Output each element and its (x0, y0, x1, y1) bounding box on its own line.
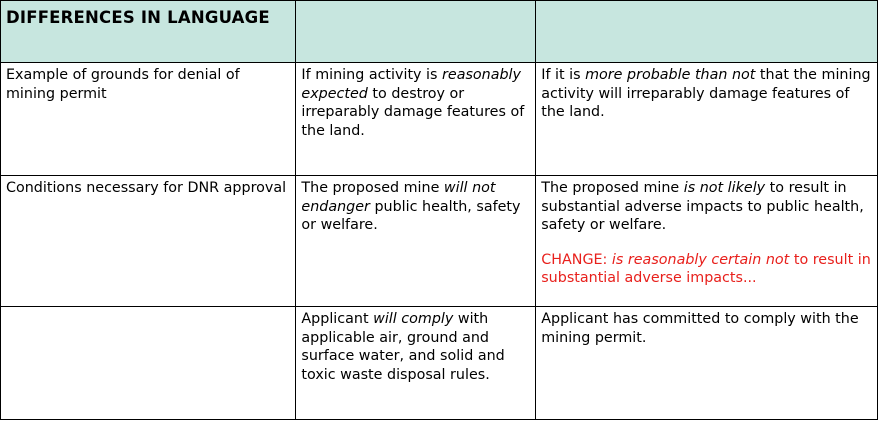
new-language-text (541, 66, 872, 122)
text-segment: The proposed mine (541, 180, 684, 196)
text-segment: If mining activity is (301, 67, 443, 83)
header-cell-1 (1, 1, 296, 63)
header-cell-3 (536, 1, 878, 63)
old-language-cell (296, 63, 536, 176)
text-segment: to destroy or irreparably damage features of the land. (301, 85, 525, 139)
new-language-cell (536, 63, 878, 176)
row-label-cell (1, 307, 296, 420)
text-segment: public health, safety or welfare. (301, 198, 521, 233)
row-label-cell (1, 176, 296, 307)
old-language-cell (296, 307, 536, 420)
new-language-text (541, 310, 872, 347)
row-label-cell (1, 63, 296, 176)
row-label-denial-grounds: Example of grounds for denial of mining permit (6, 67, 240, 102)
text-segment: CHANGE: (541, 251, 612, 268)
emphasized-text: is reasonably certain not (611, 251, 790, 268)
emphasized-text: reasonably expected (301, 67, 521, 102)
table-row (1, 63, 878, 176)
text-segment: Applicant (301, 311, 374, 327)
new-language-cell (536, 176, 878, 307)
text-segment: to result in substantial adverse impacts... (541, 251, 871, 286)
old-language-cell (296, 176, 536, 307)
header-cell-2 (296, 1, 536, 63)
new-language-text (541, 179, 872, 235)
text-segment: Applicant has committed to comply with the mining permit. (541, 311, 859, 346)
header-row (1, 1, 878, 63)
emphasized-text: is not likely (683, 180, 766, 196)
table-row (1, 176, 878, 307)
old-language-text (301, 179, 530, 235)
table-row (1, 307, 878, 420)
emphasized-text: more probable than not (585, 67, 756, 83)
old-language-text (301, 66, 530, 140)
text-segment: If it is (541, 67, 586, 83)
emphasized-text: will not endanger (301, 180, 496, 215)
emphasized-text: will comply (373, 311, 454, 327)
text-segment: that the mining activity will irreparably damage features of the land. (541, 67, 871, 120)
text-segment: with applicable air, ground and surface water, and solid and toxic waste disposal rules. (301, 311, 505, 383)
text-segment: to result in substantial adverse impacts to public health, safety or welfare. (541, 180, 864, 233)
old-language-text (301, 310, 530, 384)
row-label-dnr-approval: Conditions necessary for DNR approval (6, 180, 287, 196)
text-segment: The proposed mine (301, 180, 444, 196)
new-language-cell (536, 307, 878, 420)
change-note (541, 251, 872, 288)
table-title: DIFFERENCES IN LANGUAGE (6, 8, 270, 27)
